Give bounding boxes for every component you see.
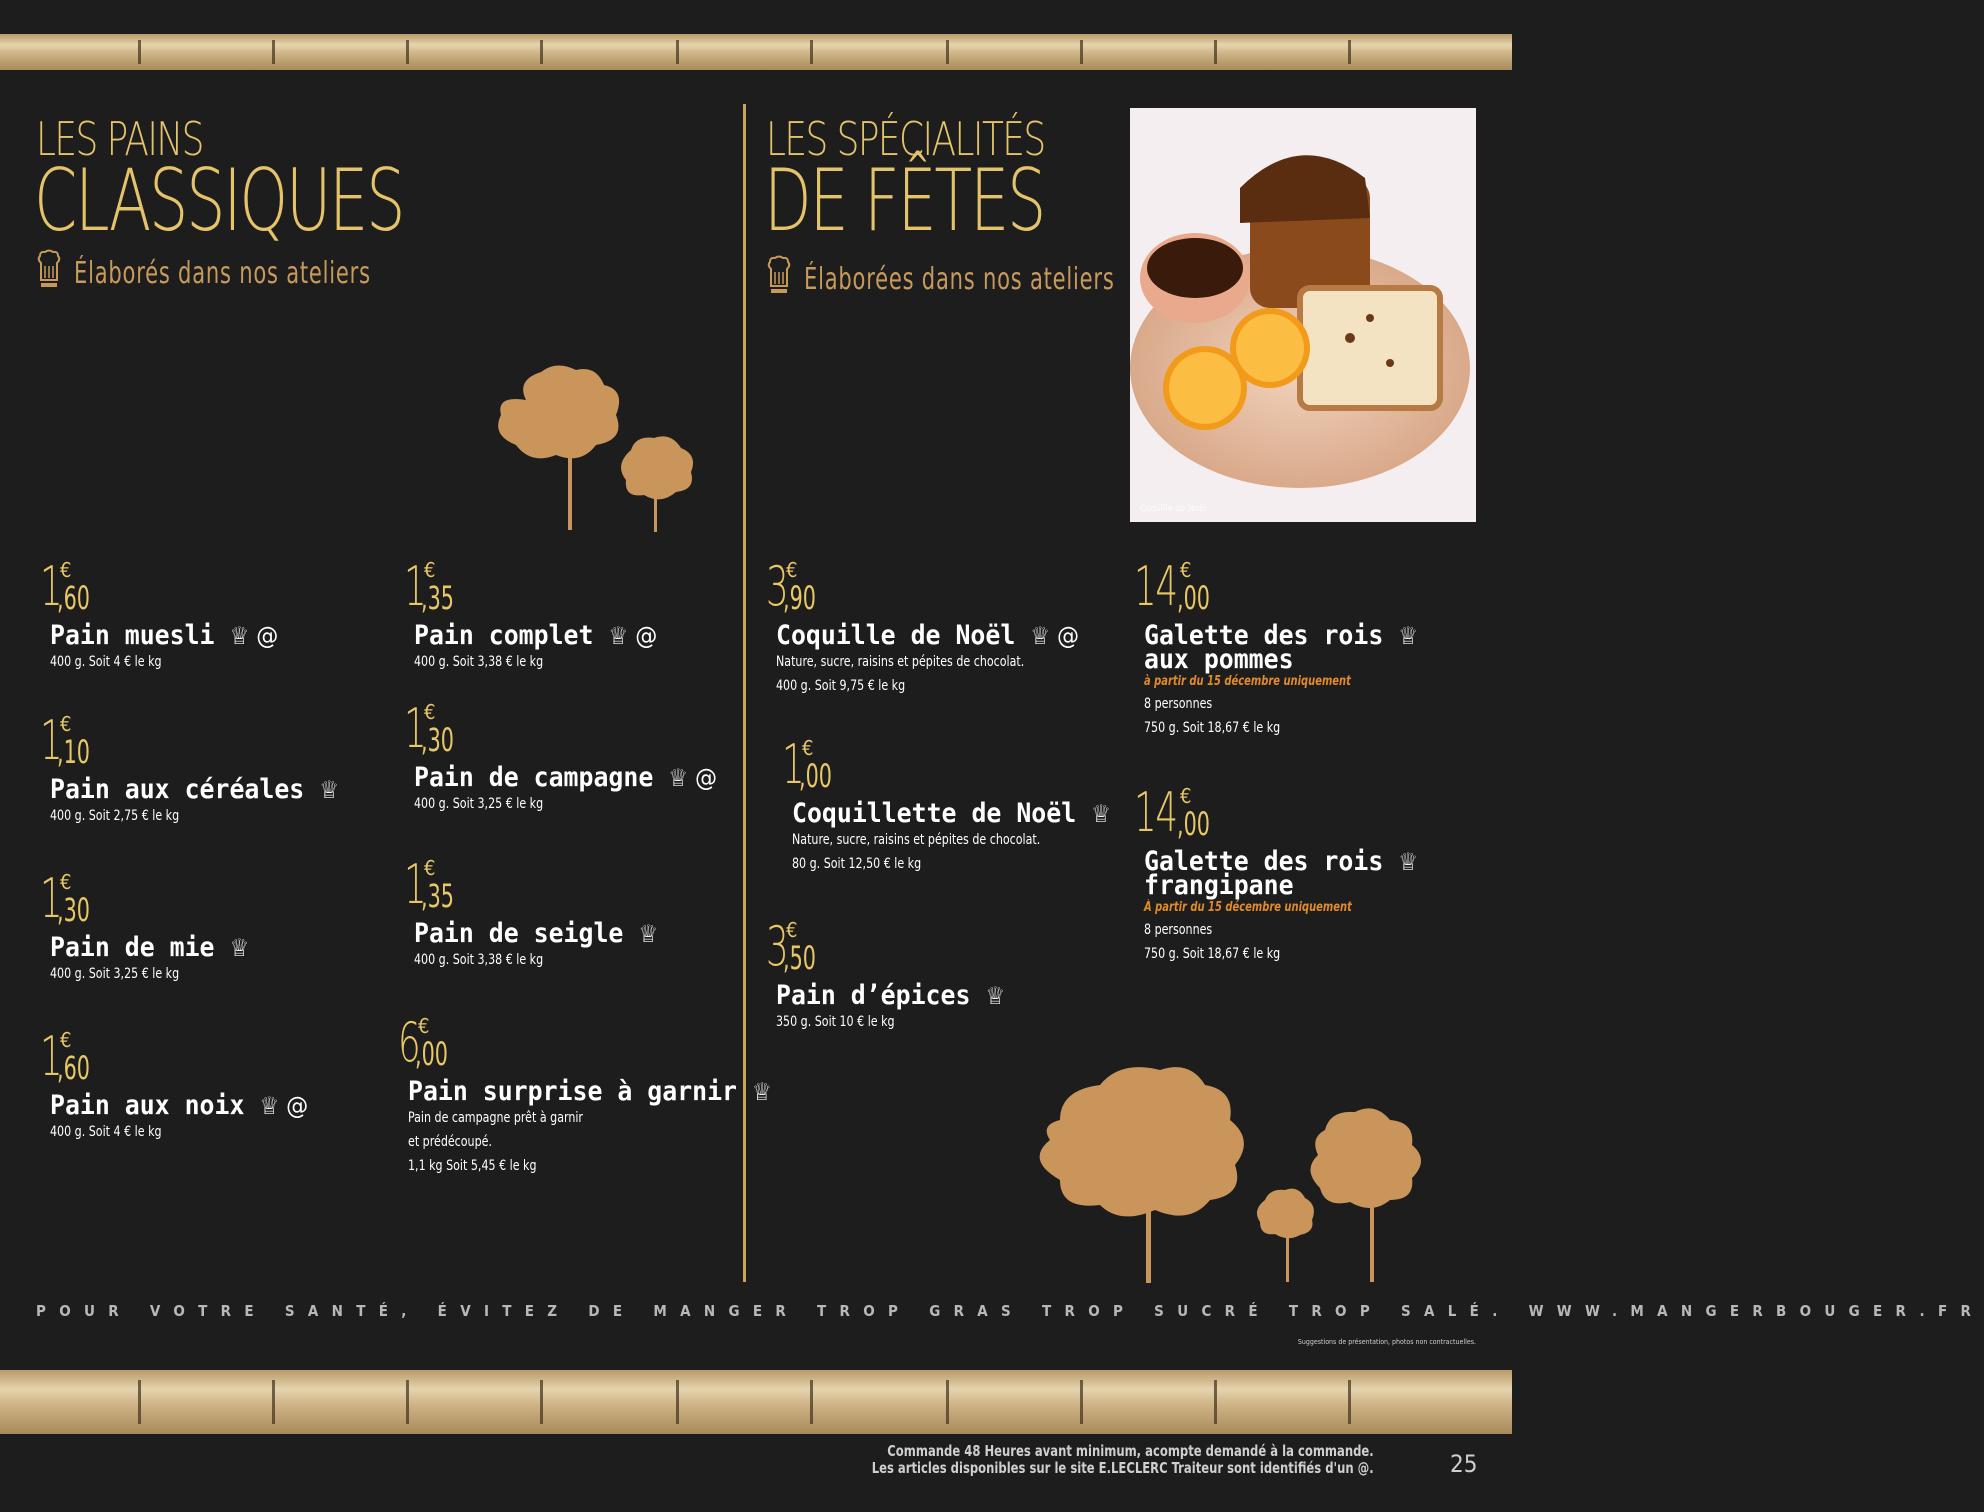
availability-note: À partir du 15 décembre uniquement — [1144, 900, 1352, 915]
product-description: 750 g. Soit 18,67 € le kg — [1144, 720, 1281, 736]
product-name: Pain complet ♕ @ — [414, 620, 658, 651]
price-decimals: ,60 — [57, 579, 90, 617]
chef-hat-and-online-icon: ♕ — [985, 982, 1006, 1010]
price-integer: 1 — [782, 733, 804, 796]
chef-hat-and-online-icon: ♕ @ — [1030, 622, 1080, 650]
chef-hat-icon — [766, 256, 792, 296]
price-tag — [40, 555, 90, 618]
price-integer: 14 — [1134, 781, 1177, 844]
product-description: 8 personnes — [1144, 696, 1213, 712]
price-integer: 14 — [1134, 555, 1177, 618]
product-description: 1,1 kg Soit 5,45 € le kg — [408, 1158, 537, 1174]
price-tag — [1134, 555, 1210, 618]
price-tag — [404, 853, 454, 916]
product-description: 350 g. Soit 10 € le kg — [776, 1014, 895, 1030]
price-integer: 1 — [40, 709, 62, 772]
product-photo — [1130, 108, 1476, 522]
chef-hat-and-online-icon: ♕ @ — [229, 622, 279, 650]
product-description: 400 g. Soit 3,38 € le kg — [414, 654, 544, 670]
price-decimals: ,30 — [421, 721, 454, 759]
euro-sign: € — [786, 558, 798, 582]
product-name: Pain surprise à garnir ♕ — [408, 1076, 772, 1107]
euro-sign: € — [786, 918, 798, 942]
photo-caption: Coquille de Noël — [1140, 504, 1207, 514]
footer-line-1: Commande 48 Heures avant minimum, acompte demandé à la commande. — [887, 1442, 1374, 1460]
product-name: Pain muesli ♕ @ — [50, 620, 279, 651]
price-tag — [404, 555, 454, 618]
chef-hat-and-online-icon: ♕ — [638, 920, 659, 948]
euro-sign: € — [60, 712, 72, 736]
chef-hat-and-online-icon: ♕ @ — [668, 764, 718, 792]
price-integer: 3 — [766, 915, 788, 978]
price-integer: 1 — [404, 697, 426, 760]
price-decimals: ,50 — [783, 939, 816, 977]
price-tag — [766, 555, 816, 618]
health-message: POUR VOTRE SANTÉ, ÉVITEZ DE MANGER TROP GRAS TROP SUCRÉ TROP SALÉ. WWW.MANGERBOUGER.FR — [36, 1302, 1984, 1320]
product-description: 400 g. Soit 9,75 € le kg — [776, 678, 906, 694]
chef-hat-and-online-icon: ♕ — [751, 1078, 772, 1106]
footer-line-2: Les articles disponibles sur le site E.LECLERC Traiteur sont identifiés d'un @. — [872, 1459, 1374, 1477]
price-decimals: ,00 — [1177, 805, 1210, 843]
price-integer: 3 — [766, 555, 788, 618]
euro-sign: € — [418, 1014, 430, 1038]
product-name: Pain d’épices ♕ — [776, 980, 1006, 1011]
price-decimals: ,35 — [421, 877, 454, 915]
price-decimals: ,00 — [1177, 579, 1210, 617]
product-description: Pain de campagne prêt à garnir — [408, 1110, 583, 1126]
left-title-line1: LES PAINS — [36, 112, 203, 166]
tree-illustration-icon — [486, 360, 706, 540]
chef-hat-and-online-icon: ♕ — [1398, 622, 1419, 650]
euro-sign: € — [60, 1028, 72, 1052]
chef-hat-and-online-icon: ♕ @ — [259, 1092, 309, 1120]
product-name-line2: aux pommes — [1144, 644, 1294, 675]
price-tag — [40, 867, 90, 930]
price-integer: 1 — [40, 867, 62, 930]
price-tag — [40, 709, 90, 772]
product-description: 400 g. Soit 4 € le kg — [50, 1124, 162, 1140]
euro-sign: € — [802, 736, 814, 760]
chef-hat-icon — [36, 250, 62, 290]
euro-sign: € — [424, 856, 436, 880]
left-subtitle: Élaborés dans nos ateliers — [74, 256, 371, 291]
price-integer: 1 — [404, 853, 426, 916]
euro-sign: € — [60, 558, 72, 582]
product-description: 400 g. Soit 4 € le kg — [50, 654, 162, 670]
price-decimals: ,10 — [57, 733, 90, 771]
product-name: Galette des rois ♕ — [1144, 620, 1419, 651]
price-integer: 1 — [40, 555, 62, 618]
product-name: Pain de seigle ♕ — [414, 918, 659, 949]
product-name-line2: frangipane — [1144, 870, 1294, 901]
tree-illustration-icon — [1020, 1060, 1460, 1285]
price-decimals: ,30 — [57, 891, 90, 929]
price-integer: 1 — [404, 555, 426, 618]
price-tag — [404, 697, 454, 760]
right-title-line1: LES SPÉCIALITÉS — [766, 112, 1045, 166]
price-decimals: ,00 — [799, 757, 832, 795]
right-subtitle: Élaborées dans nos ateliers — [804, 262, 1115, 297]
price-tag — [398, 1011, 448, 1074]
euro-sign: € — [424, 558, 436, 582]
product-name: Pain aux noix ♕ @ — [50, 1090, 309, 1121]
price-integer: 6 — [398, 1011, 420, 1074]
price-decimals: ,90 — [783, 579, 816, 617]
euro-sign: € — [60, 870, 72, 894]
price-tag — [782, 733, 832, 796]
product-description: 400 g. Soit 2,75 € le kg — [50, 808, 180, 824]
product-description: Nature, sucre, raisins et pépites de chocolat. — [776, 654, 1025, 670]
chef-hat-and-online-icon: ♕ — [229, 934, 250, 962]
price-integer: 1 — [40, 1025, 62, 1088]
price-tag — [1134, 781, 1210, 844]
right-title-line2: DE FÊTES — [764, 151, 1045, 251]
left-title-line2: CLASSIQUES — [34, 151, 404, 251]
euro-sign: € — [1180, 784, 1192, 808]
product-description: 400 g. Soit 3,38 € le kg — [414, 952, 544, 968]
price-tag — [40, 1025, 90, 1088]
euro-sign: € — [1180, 558, 1192, 582]
product-name: Coquille de Noël ♕ @ — [776, 620, 1080, 651]
product-name: Galette des rois ♕ — [1144, 846, 1419, 877]
price-decimals: ,60 — [57, 1049, 90, 1087]
product-description: Nature, sucre, raisins et pépites de chocolat. — [792, 832, 1041, 848]
bottom-decorative-band — [0, 1370, 1512, 1434]
disclaimer: Suggestions de présentation, photos non contractuelles. — [1297, 1338, 1476, 1346]
product-name: Pain de campagne ♕ @ — [414, 762, 718, 793]
product-description: et prédécoupé. — [408, 1134, 492, 1150]
product-name: Pain aux céréales ♕ — [50, 774, 339, 805]
chef-hat-and-online-icon: ♕ — [1398, 848, 1419, 876]
top-decorative-band — [0, 34, 1512, 70]
product-description: 400 g. Soit 3,25 € le kg — [414, 796, 544, 812]
footer-note — [872, 1443, 1374, 1477]
price-decimals: ,35 — [421, 579, 454, 617]
euro-sign: € — [424, 700, 436, 724]
product-name: Coquillette de Noël ♕ — [792, 798, 1111, 829]
chef-hat-and-online-icon: ♕ @ — [608, 622, 658, 650]
product-description: 750 g. Soit 18,67 € le kg — [1144, 946, 1281, 962]
price-tag — [766, 915, 816, 978]
product-description: 400 g. Soit 3,25 € le kg — [50, 966, 180, 982]
product-name: Pain de mie ♕ — [50, 932, 250, 963]
page-number: 25 — [1450, 1450, 1478, 1478]
availability-note: à partir du 15 décembre uniquement — [1144, 674, 1351, 689]
chef-hat-and-online-icon: ♕ — [1091, 800, 1111, 828]
product-description: 8 personnes — [1144, 922, 1213, 938]
price-decimals: ,00 — [415, 1035, 448, 1073]
product-description: 80 g. Soit 12,50 € le kg — [792, 856, 922, 872]
chef-hat-and-online-icon: ♕ — [319, 776, 339, 804]
